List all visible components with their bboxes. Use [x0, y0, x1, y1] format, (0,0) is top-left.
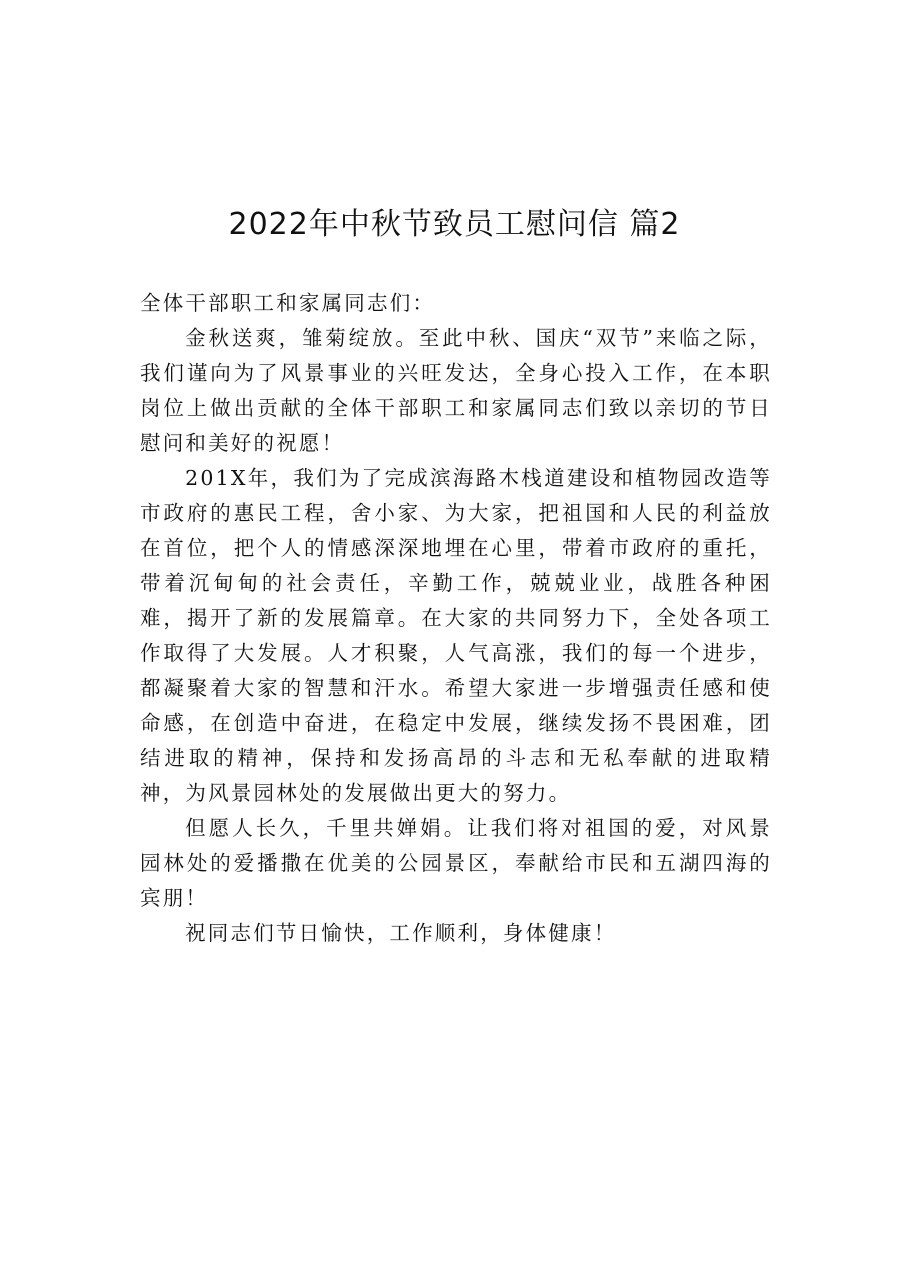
letter-body	[140, 286, 772, 951]
paragraph-greeting: 金秋送爽，雏菊绽放。至此中秋、国庆“双节”来临之际，我们谨向为了风景事业的兴旺发达，全身心投入工作，在本职岗位上做出贡献的全体干部职工和家属同志们致以亲切的节日慰问和美好的祝愿！	[140, 326, 772, 455]
paragraph-achievements: 201X年，我们为了完成滨海路木栈道建设和植物园改造等市政府的惠民工程，舍小家、为大家，把祖国和人民的利益放在首位，把个人的情感深深地埋在心里，带着市政府的重托，带着沉甸甸的社会责任，辛勤工作，兢兢业业，战胜各种困难，揭开了新的发展篇章。在大家的共同努力下，全处各项工作取得了大发展。人才积聚，人气高涨，我们的每一个进步，都凝聚着大家的智慧和汗水。希望大家进一步增强责任感和使命感，在创造中奋进，在稳定中发展，继续发扬不畏困难，团结进取的精神，保持和发扬高昂的斗志和无私奉献的进取精神，为风景园林处的发展做出更大的努力。	[140, 466, 772, 805]
paragraph-wishes: 但愿人长久，千里共婵娟。让我们将对祖国的爱，对风景园林处的爱播撒在优美的公园景区，奉献给市民和五湖四海的宾朋！	[140, 816, 772, 910]
salutation: 全体干部职工和家属同志们：	[140, 291, 436, 315]
document-title: 2022年中秋节致员工慰问信 篇2	[228, 207, 681, 242]
paragraph-closing: 祝同志们节日愉快，工作顺利，身体健康！	[185, 921, 617, 945]
